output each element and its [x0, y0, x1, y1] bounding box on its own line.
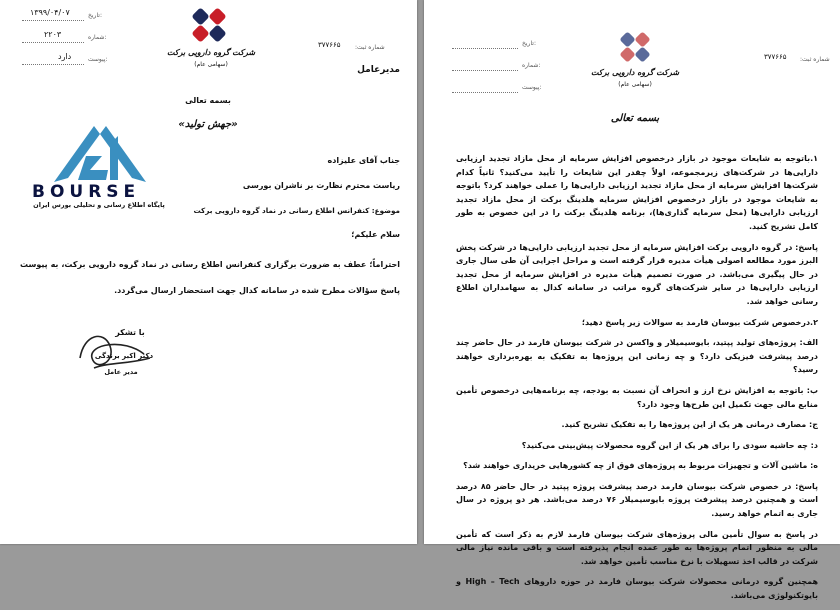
company-name: شرکت گروه دارویی برکت	[166, 48, 256, 57]
year-slogan: «جهش تولید»	[178, 119, 238, 130]
paragraph-a2-therapy: همچنین گروه درمانی محصولات شرکت بیوسان فارمد در حوزه داروهای High – Tech و بایوتکنولوژی می‌باشد.	[456, 577, 819, 601]
greeting: سلام علیکم؛	[351, 230, 400, 239]
recipient-title: مدیرعامل	[357, 65, 400, 75]
company-name: شرکت گروه دارویی برکت	[590, 68, 680, 77]
doc-number-label: شماره ثبت:	[355, 44, 385, 51]
date-line	[22, 20, 84, 21]
attachment-line	[452, 92, 518, 93]
date-label: تاریخ:	[88, 12, 102, 19]
bourse-caption: پایگاه اطلاع رسانی و تحلیلی بورس ایران	[33, 201, 165, 209]
paragraph-a2: پاسخ: در خصوص شرکت بیوسان فارمد درصد پیشرفت پروژه پپتید در حال حاضر ۸۵ درصد است و همچنین درصد پیشرفت پروژه بایوسیمیلار ۷۶ درصد می‌باشد. هر دو پروژه در سال جاری به اتمام خواهد رسید.	[456, 481, 819, 519]
subject: موضوع: کنفرانس اطلاع رسانی در نماد گروه دارویی برکت	[193, 206, 400, 215]
doc-number-label: شماره ثبت:	[800, 56, 830, 63]
paragraph-q2e: ه: ماشین آلات و تجهیزات مربوط به پروژه‌های فوق از چه کشورهایی خریداری خواهند شد؟	[463, 461, 818, 471]
paragraph-q1: ۱.باتوجه به شایعات موجود در بازار درخصوص افزایش سرمایه از محل مازاد تجدید ارزیابی دارایی‌ها در شرکت‌های زیرمجموعه، اولاً چقدر این شایعات را تأیید می‌کنید؟ ثانیاً کدام شرکت‌ها افزایش سرمایه از محل مازاد تجدید ارزیابی دارایی‌ها را عملی خواهند کرد؟ باتوجه به شایعات موجود در بازار درخصوص افزایش سرمایه هلدینگ برکت از محل مازاد تجدید ارزیابی دارایی‌ها (محل سرمایه گذاری‌ها)، برنامه هلدینگ برکت را در این خصوص به طور کامل تشریح کنید.	[456, 154, 818, 231]
paragraph-q2c: ج: مصارف درمانی هر یک از این پروژه‌ها را به تفکیک تشریح کنید.	[561, 420, 818, 430]
answers-body	[456, 152, 818, 610]
number-line	[452, 70, 518, 71]
bourse-watermark-icon	[50, 122, 150, 184]
bismillah: بسمه تعالی	[610, 113, 660, 124]
addressee-role: ریاست محترم نظارت بر ناشران بورسی	[242, 181, 400, 190]
signer-title: مدیر عامل	[104, 368, 138, 376]
number-line	[22, 42, 84, 43]
number-value: ۲۲۰۳	[44, 30, 62, 39]
doc-number-value: ۳۷۷۶۶۵	[318, 41, 341, 49]
attachment-value: دارد	[58, 52, 72, 61]
doc-number-value: ۳۷۷۶۶۵	[764, 53, 787, 61]
date-line	[452, 48, 518, 49]
barakat-logo-icon	[192, 8, 226, 42]
sign-off: با تشکر	[115, 328, 145, 337]
barakat-logo-icon	[620, 32, 650, 62]
paragraph-a2-funding: در پاسخ به سوال تأمین مالی پروژه‌های شرکت بیوسان فارمد لازم به ذکر است که تأمین مالی به منظور اتمام پروژه‌ها به طور عمده انجام پذیرفته است و باقی مانده نیاز مالی شرکت در قالب اخذ تسهیلات با نرخ مناسب تأمین خواهد شد.	[456, 529, 818, 566]
paragraph-q2a: الف: پروژه‌های تولید پپتید، بایوسیمیلار و واکسن در شرکت بیوسان فارمد در حال حاضر چند درصد پیشرفت فیزیکی دارد؟ و چه زمانی این پروژه‌ها به تفکیک به بهره‌برداری خواهند رسید؟	[456, 338, 818, 375]
attachment-line	[22, 64, 84, 65]
company-type: (سهامی عام)	[618, 81, 652, 88]
company-type: (سهامی عام)	[194, 61, 228, 68]
letter-page-cover	[0, 0, 417, 544]
number-label: شماره:	[522, 62, 541, 69]
bourse-word: BOURSE	[32, 182, 141, 202]
letter-page-answers	[424, 0, 840, 601]
paragraph-a1: پاسخ: در گروه دارویی برکت افزایش سرمایه از محل تجدید ارزیابی دارایی‌ها در شرکت پخش البرز مورد مطالعه اصولی هیأت مدیره قرار گرفته است و مراحل اجرایی آن طی سال جاری در حال پیگیری می‌باشد. در صورت تصمیم هیأت مدیره در افزایش سرمایه از محل تجدید ارزیابی دارایی‌ها در سایر شرکت‌های گروه مراتب در سامانه کدال به سهامداران اطلاع رسانی خواهد شد.	[456, 242, 818, 306]
paragraph-q2b: ب: باتوجه به افزایش نرخ ارز و انحراف آن نسبت به بودجه، چه برنامه‌هایی درخصوص تأمین منابع مالی جهت تکمیل این طرح‌ها وجود دارد؟	[456, 385, 818, 409]
attachment-label: پیوست:	[522, 84, 542, 91]
attachment-label: پیوست:	[88, 56, 108, 63]
signer-name: دکتر اکبر برندگی	[94, 352, 154, 360]
addressee: جناب آقای علیزاده	[327, 156, 400, 165]
letter-body: احتراماً؛ عطف به ضرورت برگزاری کنفرانس اطلاع رسانی در نماد گروه دارویی برکت، به پیوست پاسخ سؤالات مطرح شده در سامانه کدال جهت استحضار ارسال می‌گردد.	[20, 260, 400, 295]
paragraph-q2d: د: چه حاشیه سودی را برای هر یک از این گروه محصولات پیش‌بینی می‌کنید؟	[521, 440, 818, 450]
number-label: شماره:	[88, 34, 107, 41]
date-value: ۱۳۹۹/۰۴/۰۷	[30, 8, 70, 17]
paragraph-q2: ۲.درخصوص شرکت بیوسان فارمد به سوالات زیر پاسخ دهید؛	[581, 317, 818, 327]
bismillah: بسمه تعالی	[185, 96, 231, 105]
date-label: تاریخ:	[522, 40, 536, 47]
